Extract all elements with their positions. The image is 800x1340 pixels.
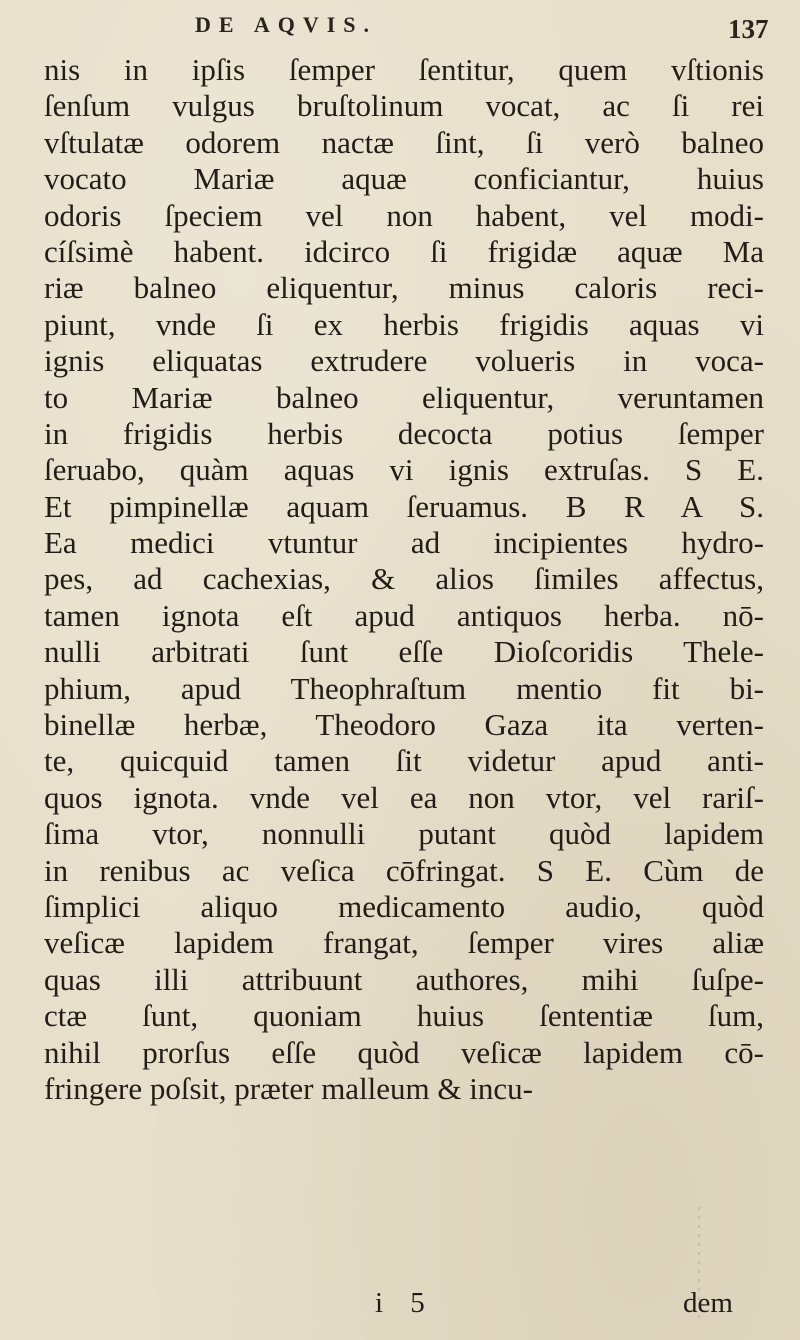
text-line: to Mariæ balneo eliquentur, veruntamen (44, 379, 764, 415)
text-line: pes, ad cachexias, & alios ſimiles affectus, (44, 561, 764, 597)
text-line: tamen ignota eſt apud antiquos herba. nō- (44, 597, 764, 633)
text-line: ſenſum vulgus bruſtolinum vocat, ac ſi rei (44, 88, 764, 124)
text-line: ignis eliquatas extrudere volueris in voca- (44, 343, 764, 379)
text-line: ſeruabo, quàm aquas vi ignis extruſas. S E. (44, 452, 764, 488)
text-line: ſima vtor, nonnulli putant quòd lapidem (44, 816, 764, 852)
text-line: fringere poſsit, præter malleum & incu- (44, 1070, 533, 1106)
page-number: 137 (728, 14, 769, 44)
text-line: cíſsimè habent. idcirco ſi frigidæ aquæ Ma (44, 233, 764, 269)
text-line: nulli arbitrati ſunt eſſe Dioſcoridis Thele- (44, 634, 764, 670)
text-line: odoris ſpeciem vel non habent, vel modi- (44, 197, 764, 233)
text-line: quos ignota. vnde vel ea non vtor, vel rariſ- (44, 779, 764, 815)
text-line: vocato Mariæ aquæ conficiantur, huius (44, 161, 764, 197)
text-line: Ea medici vtuntur ad incipientes hydro- (44, 525, 764, 561)
text-line: Et pimpinellæ aquam ſeruamus. B R A S. (44, 488, 764, 524)
text-line: te, quicquid tamen ſit videtur apud anti- (44, 743, 764, 779)
page-footer (0, 1287, 800, 1327)
text-line: ctæ ſunt, quoniam huius ſententiæ ſum, (44, 998, 764, 1034)
body-text (44, 52, 764, 1107)
text-line: vſtulatæ odorem nactæ ſint, ſi verò balneo (44, 124, 764, 160)
text-line: phium, apud Theophraſtum mentio fit bi- (44, 670, 764, 706)
text-line: riæ balneo eliquentur, minus caloris reci- (44, 270, 764, 306)
text-line: binellæ herbæ, Theodoro Gaza ita verten- (44, 707, 764, 743)
catchword: dem (683, 1287, 733, 1319)
text-line: ſimplici aliquo medicamento audio, quòd (44, 888, 764, 924)
text-line: nihil prorſus eſſe quòd veſicæ lapidem cō- (44, 1034, 764, 1070)
text-line: in frigidis herbis decocta potius ſemper (44, 415, 764, 451)
ink-bleed-mark (690, 1205, 708, 1325)
running-title: DE AQVIS. (195, 12, 378, 37)
signature-mark: i 5 (375, 1287, 435, 1319)
text-line: piunt, vnde ſi ex herbis frigidis aquas vi (44, 306, 764, 342)
text-line: nis in ipſis ſemper ſentitur, quem vſtionis (44, 52, 764, 87)
text-line: veſicæ lapidem frangat, ſemper vires aliæ (44, 925, 764, 961)
text-line: quas illi attribuunt authores, mihi ſuſpe- (44, 961, 764, 997)
page-header (0, 8, 800, 58)
text-line: in renibus ac veſica cōfringat. S E. Cùm de (44, 852, 764, 888)
